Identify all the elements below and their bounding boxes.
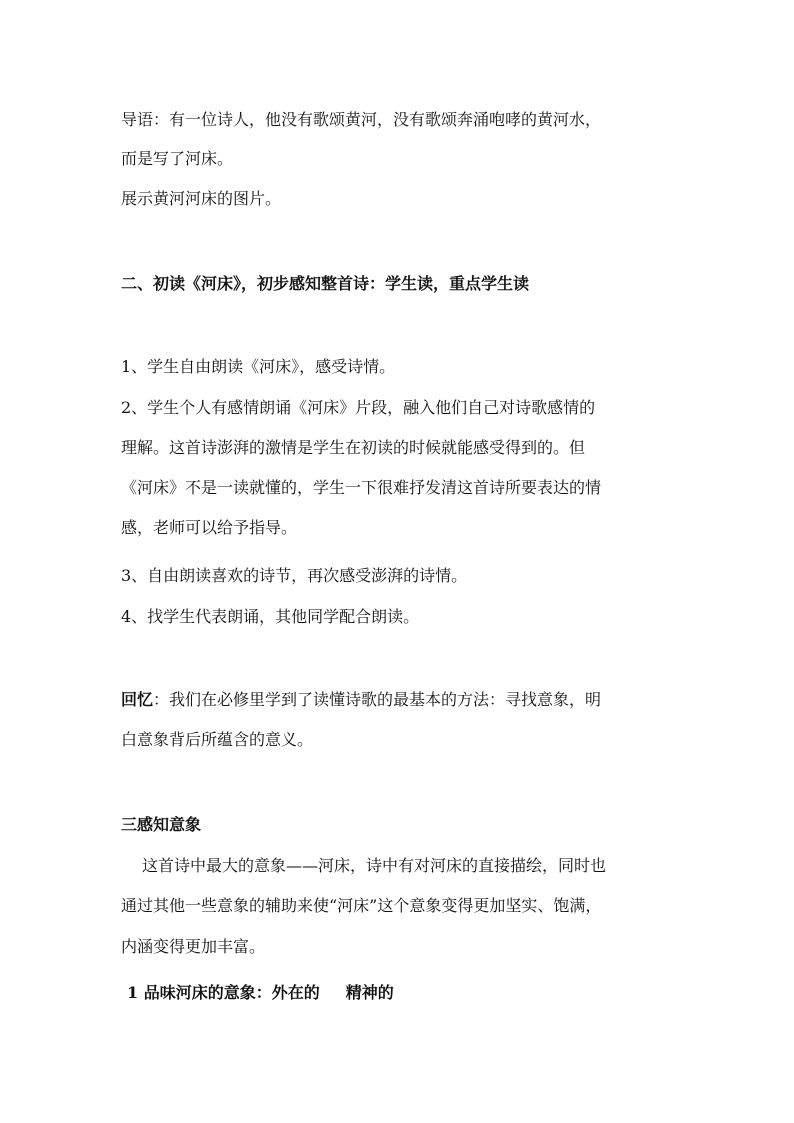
section-2-item-2-line-2: 理解。这首诗澎湃的激情是学生在初读的时候就能感受得到的。但 bbox=[121, 438, 586, 457]
section-2-heading: 二、初读《河床》，初步感知整首诗：学生读，重点学生读 bbox=[121, 274, 530, 293]
section-3-heading: 三感知意象 bbox=[121, 815, 202, 834]
intro-line-3: 展示黄河河床的图片。 bbox=[121, 189, 282, 208]
intro-line-2: 而是写了河床。 bbox=[121, 149, 234, 168]
recall-line-2: 白意象背后所蕴含的意义。 bbox=[121, 730, 314, 749]
section-3-paragraph-line-1: 这首诗中最大的意象——河床，诗中有对河床的直接描绘，同时也 bbox=[142, 856, 607, 875]
section-2-item-4: 4、找学生代表朗诵，其他同学配合朗读。 bbox=[121, 607, 420, 626]
recall-label: 回忆 bbox=[121, 690, 154, 709]
recall-line-1-text: ：我们在必修里学到了读懂诗歌的最基本的方法：寻找意象，明 bbox=[153, 690, 602, 709]
section-2-item-2-line-3: 《河床》不是一读就懂的，学生一下很难抒发清这首诗所要表达的情 bbox=[121, 478, 602, 497]
section-2-item-2-line-1: 2、学生个人有感情朗诵《河床》片段，融入他们自己对诗歌感情的 bbox=[121, 398, 596, 417]
recall-line-1 bbox=[121, 690, 601, 710]
subheading-1-part-2: 精神的 bbox=[345, 983, 394, 1002]
section-2-item-2-line-4: 感，老师可以给予指导。 bbox=[121, 518, 298, 537]
section-3-paragraph-line-2: 通过其他一些意象的辅助来使“河床”这个意象变得更加坚实、饱满， bbox=[121, 896, 602, 915]
section-2-item-1: 1、学生自由朗读《河床》，感受诗情。 bbox=[121, 357, 396, 376]
subheading-1-part-1: 1 品味河床的意象：外在的 bbox=[127, 983, 320, 1002]
section-2-item-3: 3、自由朗读喜欢的诗节，再次感受澎湃的诗情。 bbox=[121, 566, 468, 585]
section-3-paragraph-line-3: 内涵变得更加丰富。 bbox=[121, 937, 266, 956]
section-3-subheading-1 bbox=[127, 983, 394, 1003]
intro-line-1: 导语：有一位诗人，他没有歌颂黄河，没有歌颂奔涌咆哮的黄河水， bbox=[121, 110, 602, 129]
